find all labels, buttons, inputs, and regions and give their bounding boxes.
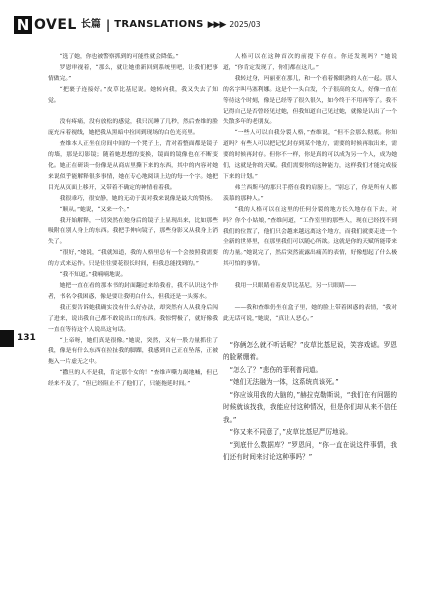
logo-initial: N — [14, 16, 32, 34]
paragraph: “你应该用我的大脑的，”赫拉克勒斯说，“我们在有问题的时候就该找我，我能应付这种情况，但是你们却从来不信任我。” — [223, 390, 397, 424]
paragraph: “她们无法融为一体，这系统真该死。” — [229, 378, 339, 387]
left-column — [48, 52, 218, 390]
paragraph: “我的人格可以在这里的任何分裂的地方长久地存在下去，对吗？你个小姑娘，”查维问道，“工作室里的那些人，现在已经找不到我们的位置了，他们只会越来越远离这个地方，而我们就要走进一个全新的世界里，在那里我们可以随心所欲。这就是你的天赋所能带来的力量。”她说完了，然后突然流露出痛苦的表情，好像想起了什么极其可怕的事情。 — [223, 206, 397, 268]
paragraph: “你又来不同意了，”皮草比基尼严厉地说。 — [229, 428, 352, 437]
header-separator: | — [105, 18, 111, 32]
paragraph: 我很乖巧，很安静，她的无动于衷对我来说像是最大的赞扬。 — [59, 195, 217, 202]
right-column — [223, 52, 397, 464]
section-title: TRANSLATIONS — [114, 19, 204, 30]
paragraph: 我转过身，玛丽亚在那儿，和一个看着像眼熟的人在一起。那人的名字叫马塞利娜。这是个一头白发，个子很高的女人，好像一直在等待这个时刻，像是已经等了很久很久，如今终于不用再等了。我不记得自己是否曾经见过她，但我知道自己见过她，就像是认出了一个失散多年的老朋友。 — [223, 75, 397, 126]
paragraph: “我不知道。”我喃喃地说。 — [59, 272, 127, 279]
page-number: 131 — [17, 333, 36, 343]
magazine-header — [14, 10, 261, 34]
paragraph: “选了她，你也被警察抓到的可能性就会降低。” — [59, 54, 179, 60]
paragraph: “到底什么数据库？”罗恩问，“你一直在说这件事情，我们还有时间来讨论这种事吗？” — [223, 440, 397, 462]
paragraph: 我开始解释，一切突然在她身后的镜子上显现出来，比如那些吸附在别人身上的东西。我把手伸向镜子，那些身影又从我身上消失了。 — [48, 217, 218, 246]
paragraph: “上帝呀，她们真是很像。”她说，突然，又有一股力量抓住了我，像是有什么东西在拉扯我的脚踝，我感到自己正在坠落，正被拖入一片虚无之中。 — [48, 337, 218, 366]
paragraph: ——我和查维仍坐在盒子里，她的脸上带着困惑的表情，“我对此无话可说，”她说，“真让人恶心。” — [223, 304, 397, 322]
paragraph: 她把一直在看的那本书的封面翻过来给我看，我不认识这个作者，书名令我困惑，像是要让我明白什么，但我还是一头雾水。 — [48, 283, 218, 300]
logo-chinese: 长篇 — [80, 19, 101, 30]
paragraph: “很好，”她说，“我就知道，我的人格里总有一个会按照我需要的方式来运作。只是往往要花很长时间，但我总能找到的。” — [48, 250, 218, 268]
paragraph: “一些人可以自我分裂人格，”查维说，“但不会那么彻底。你知道吗？有些人可以把记忆封存到某个地方，需要的时候再取出来，需要的时候再封存。但你不一样，你是真的可以成为另一个人，成为她们，这就是你的天赋。我们需要你的这种能力，这样我们才能完成接下来的计划。” — [223, 130, 397, 180]
paragraph: 没有疼痛，没有放松的感觉，我只沉睡了几秒，然后查维的脸庞充斥着视线，她把我从黑暗中拉回到现场的白色光亮里。 — [48, 119, 218, 137]
arrow-icon: ▶▶▶ — [207, 20, 226, 30]
paragraph: “怎么了？”悲伤的菲利普问道。 — [229, 365, 323, 374]
paragraph: 人格可以在这种首次的前提下存在。你还发现吗？”她说道，“你肯定发现了，你们都在这儿。” — [223, 54, 397, 71]
paragraph: “撒旦的人不是我，肯定那个女的！”查维声嘶力竭地喊，但已经来不及了，“但已经阻止不了他们了，只能拖延时间。” — [48, 370, 218, 388]
issue-number: 2025/03 — [229, 20, 261, 29]
paragraph: 我用一只眼睛看着皮草比基尼，另一只眼睛—— — [234, 283, 357, 290]
paragraph: 罗恩审视着，“那么，就让她重新回到系统里吧，让我们把事情做完。” — [48, 64, 218, 82]
logo-word: OVEL — [34, 17, 77, 33]
paragraph: 弗兰西斯马的那只手搭在我的肩膀上，“别忘了，你是所有人都羡慕的那种人。” — [223, 184, 397, 202]
paragraph: 查维本人正坐在房间中间的一个凳子上，背对着整面都是镜子的墙，那是幻影镜；随着她思想的变换，镜面的镜像也在不断变化。她正在研读一份像是从商店里撕下来的东西，其中的内容对她来说似乎能解释很多事情，她在专心地阅读上边的每一个字。她把目光从页面上移开，又带着不确定的神情看着我。 — [48, 141, 218, 191]
paragraph: “把裹子连接好。”皮草比基尼说。她转向我，我又失去了知觉。 — [48, 86, 218, 104]
page-tab-marker — [0, 330, 14, 347]
paragraph: “顺从。”她说，“又来一个。” — [59, 206, 130, 213]
paragraph: 我正要告诉她我确实没有什么好办法，却突然有人从我身后闯了进来，说出我自己都不敢说出口的东西。我惊愕极了，就好像我一直在等待这个人说出这句话。 — [48, 304, 218, 333]
paragraph: “你俩怎么就不听话呢？”皮草比基尼说，笑容戏谑。罗恩的脸紧绷着。 — [223, 340, 397, 362]
